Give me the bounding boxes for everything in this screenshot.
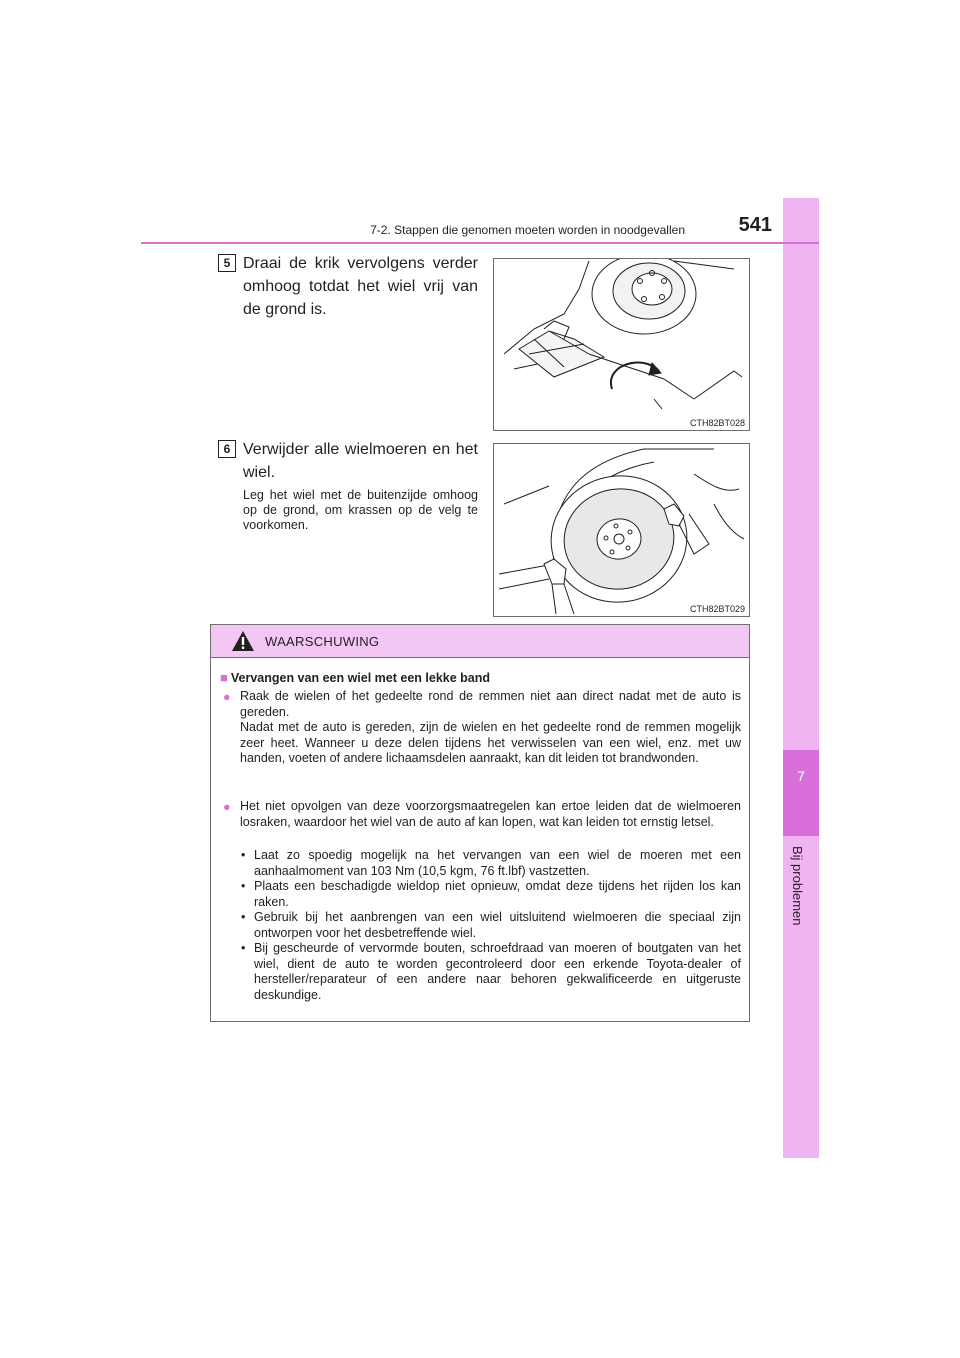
circle-bullet-icon: ● — [223, 690, 231, 704]
warning-subitem: • Bij gescheurde of vervormde bouten, schroefdraad van moeren of boutgaten van het wiel, dient de auto te worden gecontroleerd door een erkende Toyota-dealer of hersteller/reparateur of een andere naar behoren gekwalificeerde en uitgeruste deskundige. — [241, 941, 741, 1002]
warning-heading: ■ Vervangen van een wiel met een lekke band — [220, 670, 491, 685]
wheel-removal-illustration — [493, 443, 750, 617]
step-note: Leg het wiel met de buitenzijde omhoog op de grond, om krassen op de velg te voorkomen. — [243, 488, 478, 532]
jack-raising-illustration — [493, 258, 750, 431]
warning-subitem: • Laat zo spoedig mogelijk na het vervangen van een wiel de moeren met een aanhaalmoment van 103 Nm (10,5 kgm, 76 ft.lbf) vastzetten. — [241, 848, 741, 878]
step-text: Verwijder alle wielmoeren en het wiel. — [243, 441, 478, 481]
warning-paragraph: Nadat met de auto is gereden, zijn de wielen en het gedeelte rond de remmen mogelijk zeer heet. Wanneer u deze delen tijdens het verwisselen van een wiel, enz. met uw handen, voeten of andere lichaamsdelen aanraakt, kan dit leiden tot brandwonden. — [240, 720, 741, 765]
warning-box — [210, 624, 750, 1022]
header-divider — [141, 242, 819, 244]
warning-subitem: • Gebruik bij het aanbrengen van een wiel uitsluitend wielmoeren die speciaal zijn ontworpen voor het desbetreffende wiel. — [241, 910, 741, 940]
step-text: Draai de krik vervolgens verder omhoog totdat het wiel vrij van de grond is. — [243, 255, 478, 318]
warning-header — [211, 625, 749, 658]
figure-code: CTH82BT028 — [689, 418, 745, 428]
warning-paragraph: Het niet opvolgen van deze voorzorgsmaatregelen kan ertoe leiden dat de wielmoeren losraken, waardoor het wiel van de auto af kan lopen, wat kan leiden tot ernstig letsel. — [240, 799, 741, 829]
warning-subitem: • Plaats een beschadigde wieldop niet opnieuw, omdat deze tijdens het rijden los kan raken. — [241, 879, 741, 909]
chapter-label: Bij problemen — [790, 846, 805, 926]
figure-code: CTH82BT029 — [689, 604, 745, 614]
wheel-removal-drawing — [494, 444, 749, 616]
warning-triangle-icon — [231, 630, 255, 652]
square-bullet-icon: ■ — [220, 670, 228, 685]
warning-title: WAARSCHUWING — [265, 634, 380, 649]
side-tab-strip — [783, 198, 819, 1158]
step-number-badge: 6 — [218, 440, 236, 458]
step-number-badge: 5 — [218, 254, 236, 272]
circle-bullet-icon: ● — [223, 800, 231, 814]
chapter-tab[interactable] — [783, 750, 819, 836]
chapter-number: 7 — [797, 768, 805, 784]
jack-raising-drawing — [494, 259, 749, 430]
section-title: 7-2. Stappen die genomen moeten worden in noodgevallen — [370, 223, 685, 237]
warning-paragraph: Raak de wielen of het gedeelte rond de remmen niet aan direct nadat met de auto is gereden. — [240, 689, 741, 719]
page-number: 541 — [738, 214, 772, 236]
